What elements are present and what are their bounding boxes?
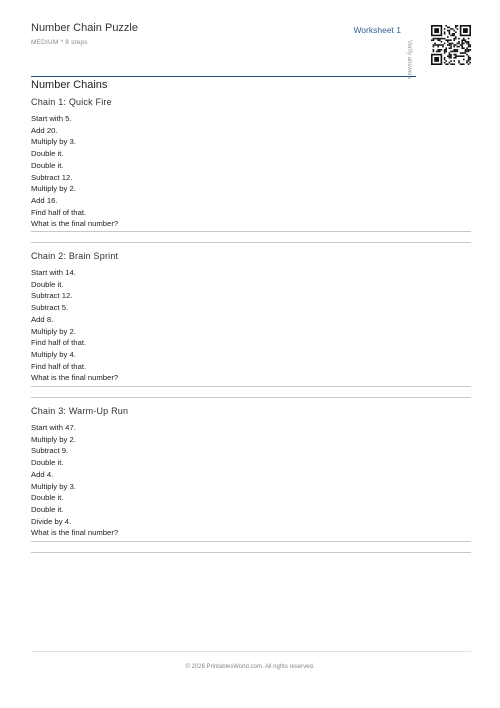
chain-step: Double it. [31, 149, 64, 159]
chain-step: Subtract 9. [31, 446, 69, 456]
chain-step: Double it. [31, 504, 64, 514]
chain-title: Chain 2: Brain Sprint [31, 251, 119, 261]
chain-step: Find half of that. [31, 338, 87, 348]
chain-step: Multiply by 2. [31, 434, 76, 444]
chain-step: Add 20. [31, 125, 58, 135]
section-title: Number Chains [31, 79, 108, 91]
chain-step: Multiply by 3. [31, 481, 76, 491]
chain-step: Double it. [31, 493, 64, 503]
answer-line[interactable] [31, 552, 471, 553]
chain-steps [31, 113, 471, 230]
chain-title: Chain 3: Warm-Up Run [31, 406, 129, 416]
qr-code-icon[interactable] [431, 17, 471, 72]
difficulty-subtitle: MEDIUM * 8 steps [31, 39, 88, 46]
footer-copyright: © 2026 PrintablesWorld.com. All rights reserved. [185, 664, 315, 670]
chain-step: Find half of that. [31, 361, 87, 371]
chain-step: Double it. [31, 458, 64, 468]
chain-step: Subtract 12. [31, 291, 73, 301]
header-divider [31, 76, 416, 77]
chain-steps [31, 422, 471, 539]
chain-step: Double it. [31, 279, 64, 289]
chain-step: Multiply by 4. [31, 349, 76, 359]
chain-step: Multiply by 3. [31, 137, 76, 147]
verify-answers-label: Verify answers [406, 40, 412, 80]
worksheet-label: Worksheet 1 [353, 25, 401, 35]
chain-question: What is the final number? [31, 219, 119, 229]
chain-step: Double it. [31, 160, 64, 170]
chain-step: Subtract 5. [31, 303, 69, 313]
worksheet-header [31, 22, 471, 78]
answer-line[interactable] [31, 242, 471, 243]
answer-line[interactable] [31, 397, 471, 398]
chain-question: What is the final number? [31, 373, 119, 383]
chain-step: Find half of that. [31, 207, 87, 217]
chain-block [31, 95, 471, 230]
chain-step: Divide by 4. [31, 516, 72, 526]
chain-step: Add 8. [31, 314, 54, 324]
chain-block [31, 404, 471, 539]
chain-step: Multiply by 2. [31, 326, 76, 336]
chain-step: Subtract 12. [31, 172, 73, 182]
chain-title: Chain 1: Quick Fire [31, 97, 112, 107]
answer-line[interactable] [31, 231, 471, 232]
chain-step: Start with 47. [31, 423, 76, 432]
footer-divider [31, 651, 471, 652]
chain-step: Add 16. [31, 195, 58, 205]
answer-line[interactable] [31, 541, 471, 542]
answer-line[interactable] [31, 386, 471, 387]
chain-question: What is the final number? [31, 528, 119, 538]
chain-step: Add 4. [31, 469, 54, 479]
chain-block [31, 249, 471, 384]
chain-step: Start with 14. [31, 268, 76, 277]
chain-step: Start with 5. [31, 114, 72, 123]
page-title: Number Chain Puzzle [31, 22, 138, 34]
chain-step: Multiply by 2. [31, 184, 76, 194]
chain-steps [31, 267, 471, 384]
